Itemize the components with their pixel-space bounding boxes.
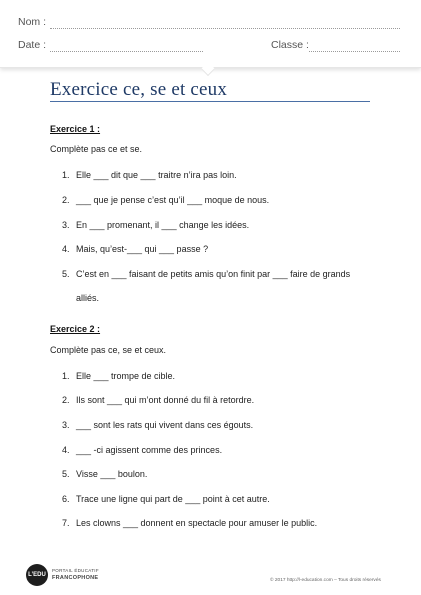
- item-number: 2.: [62, 195, 70, 205]
- date-field[interactable]: [50, 51, 203, 52]
- copyright-notice: © 2017 http://l-education.com – Tous droits réservés: [270, 578, 381, 583]
- exercise-2-item-4: [62, 445, 362, 455]
- item-text: ___ que je pense c’est qu’il ___ moque de nous.: [76, 195, 270, 205]
- item-text: Visse ___ boulon.: [76, 469, 148, 479]
- item-number: 2.: [62, 395, 70, 405]
- exercise-2-item-5: [62, 469, 362, 479]
- worksheet-header: [0, 0, 421, 68]
- nom-field[interactable]: [50, 28, 400, 29]
- exercise-2-item-2: [62, 395, 362, 405]
- exercise-2-instruction: Complète pas ce, se et ceux.: [50, 345, 167, 355]
- item-number: 3.: [62, 420, 70, 430]
- exercise-2-item-3: [62, 420, 362, 430]
- exercise-1-item-5: [62, 269, 382, 279]
- exercise-1-heading: Exercice 1 :: [50, 124, 101, 134]
- exercise-2-item-7: [62, 518, 382, 528]
- classe-label: Classe :: [271, 39, 309, 51]
- title-underline: [50, 101, 370, 102]
- exercise-1-item-2: [62, 195, 362, 205]
- exercise-1-instruction: Complète pas ce et se.: [50, 144, 143, 154]
- exercise-2-item-6: [62, 494, 362, 504]
- page-title: Exercice ce, se et ceux: [50, 79, 228, 100]
- item-text: Trace une ligne qui part de ___ point à cet autre.: [76, 494, 270, 504]
- item-text: ___ -ci agissent comme des princes.: [76, 445, 223, 455]
- nom-label: Nom :: [18, 16, 47, 28]
- item-text: Elle ___ trompe de cible.: [76, 371, 176, 381]
- item-number: 1.: [62, 371, 70, 381]
- item-text: Elle ___ dit que ___ traitre n’ira pas loin.: [76, 170, 237, 180]
- item-text: C’est en ___ faisant de petits amis qu’on finit par ___ faire de grands: [76, 269, 351, 279]
- item-number: 5.: [62, 269, 70, 279]
- date-label: Date :: [18, 39, 47, 51]
- ledu-logo: L’EDU: [26, 564, 48, 586]
- item-text: Ils sont ___ qui m’ont donné du fil à retordre.: [76, 395, 255, 405]
- item-number: 3.: [62, 220, 70, 230]
- item-number: 7.: [62, 518, 70, 528]
- item-text: En ___ promenant, il ___ change les idées.: [76, 220, 250, 230]
- item-number: 6.: [62, 494, 70, 504]
- item-number: 4.: [62, 244, 70, 254]
- item-number: 4.: [62, 445, 70, 455]
- exercise-1-item-5-continued: alliés.: [76, 293, 100, 303]
- item-number: 1.: [62, 170, 70, 180]
- classe-field[interactable]: [309, 51, 400, 52]
- item-text: ___ sont les rats qui vivent dans ces égouts.: [76, 420, 254, 430]
- item-text: Les clowns ___ donnent en spectacle pour amuser le public.: [76, 518, 318, 528]
- logo-line-1: PORTAIL ÉDUCATIF: [52, 568, 99, 573]
- logo-line-2: FRANCOPHONE: [52, 575, 99, 581]
- exercise-1-item-3: [62, 220, 362, 230]
- item-text: Mais, qu’est-___ qui ___ passe ?: [76, 244, 209, 254]
- exercise-1-item-1: [62, 170, 362, 180]
- exercise-1-item-4: [62, 244, 362, 254]
- exercise-2-heading: Exercice 2 :: [50, 324, 101, 334]
- item-number: 5.: [62, 469, 70, 479]
- exercise-2-item-1: [62, 371, 362, 381]
